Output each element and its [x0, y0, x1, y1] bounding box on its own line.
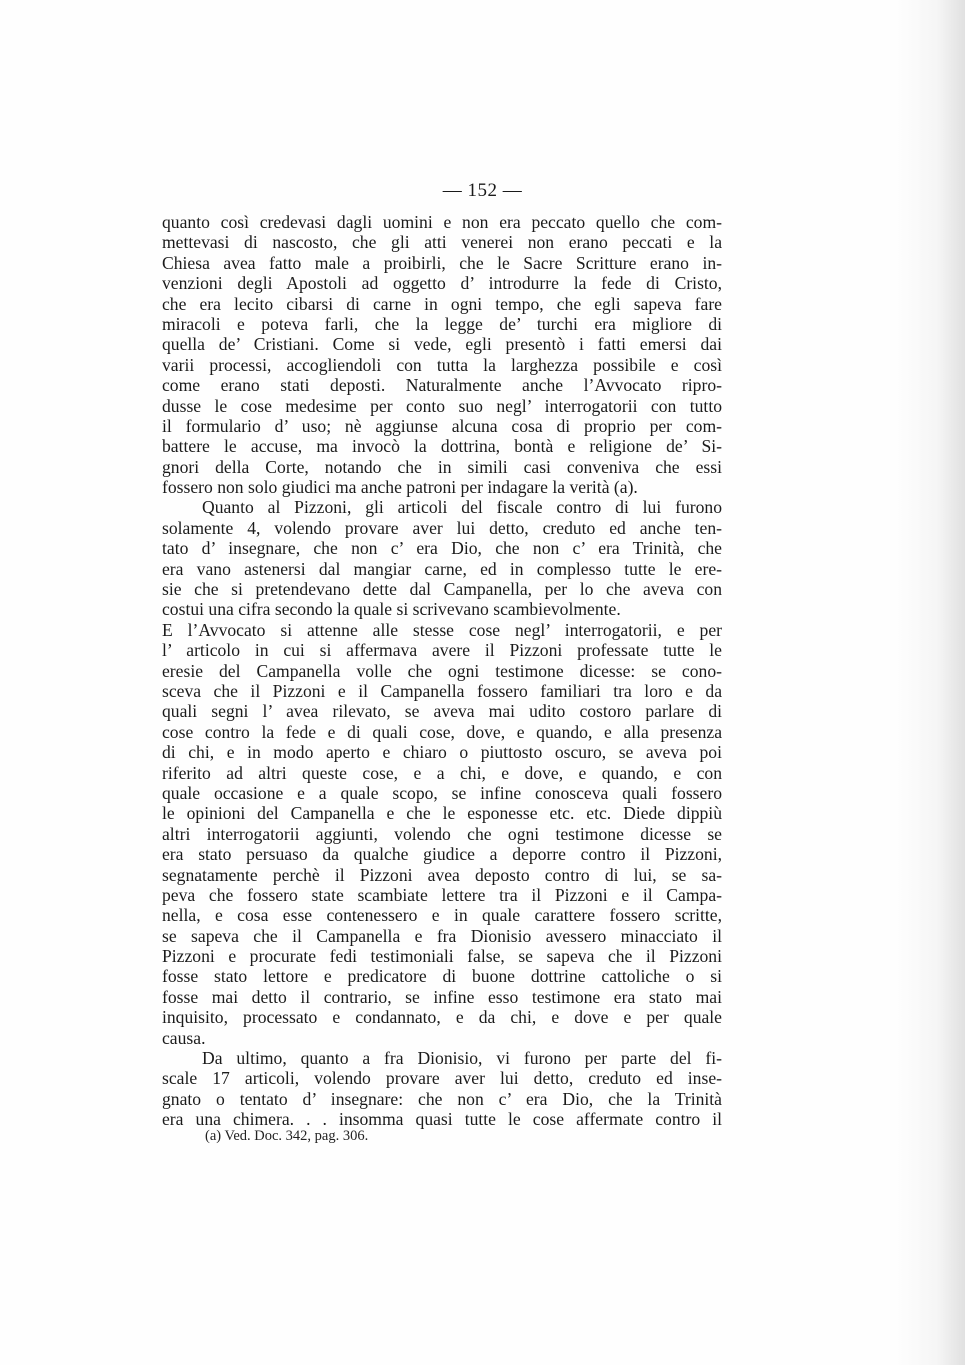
page-edge-shadow: [895, 0, 965, 1365]
text-line: scale 17 articoli, volendo provare aver lui detto, creduto ed inse-: [162, 1068, 722, 1089]
text-line: dusse le cose medesime per conto suo negl’ interrogatorii con tutto: [162, 395, 722, 416]
text-line: varii processi, accogliendoli con tutta la larghezza possibile e così: [162, 354, 722, 375]
text-line: Da ultimo, quanto a fra Dionisio, vi furono per parte del fi-: [202, 1048, 722, 1069]
text-line: sceva che il Pizzoni e il Campanella fossero familiari tra loro e da: [162, 680, 722, 701]
text-line: che era lecito cibarsi di carne in ogni tempo, che egli sapeva fare: [162, 293, 722, 314]
text-line: miracoli e poteva farli, che la legge de’ turchi era migliore di: [162, 313, 722, 334]
text-line: tato d’ insegnare, che non c’ era Dio, che non c’ era Trinità, che: [162, 538, 722, 559]
text-line: quanto così credevasi dagli uomini e non era peccato quello che com-: [162, 212, 722, 232]
text-line: era stato persuaso da qualche giudice a deporre contro il Pizzoni,: [162, 844, 722, 865]
text-line: cose contro la fede e di quali cose, dove, e quando, e alla presenza: [162, 721, 722, 742]
text-line: il formulario d’ uso; nè aggiunse alcuna cosa di proprio per com-: [162, 415, 722, 436]
text-line: causa.: [162, 1027, 206, 1048]
text-line: gnori della Corte, notando che in simili casi conveniva che essi: [162, 456, 722, 477]
text-line: l’ articolo in cui si affermava avere il Pizzoni professate tutte le: [162, 640, 722, 661]
text-line: riferito ad altri queste cose, e a chi, e dove, e quando, e con: [162, 762, 722, 783]
page-number-header: — 152 —: [442, 180, 523, 201]
text-line: battere le accuse, ma invocò la dottrina, bontà e religione de’ Si-: [162, 436, 722, 457]
text-line: gnato o tentato d’ insegnare: che non c’ era Dio, che la Trinità: [162, 1088, 722, 1109]
text-line: quale occasione e a quale scopo, se infine conosceva quali fossero: [162, 782, 722, 803]
text-line: sie che si pretendevano dette dal Campanella, per lo che aveva con: [162, 579, 722, 600]
text-line: venzioni degli Apostoli ad oggetto d’ introdurre la fede di Cristo,: [162, 273, 722, 294]
text-line: altri interrogatorii aggiunti, volendo che ogni testimone dicesse se: [162, 823, 722, 844]
text-line: era vano astenersi dal mangiar carne, ed in complesso tutte le ere-: [162, 558, 722, 579]
text-line: se sapeva che il Campanella e fra Dionisio avessero minacciato il: [162, 925, 722, 946]
text-line: mettevasi di nascosto, che gli atti venerei non erano peccati e la: [162, 232, 722, 253]
text-line: E l’Avvocato si attenne alle stesse cose negl’ interrogatorii, e per: [162, 619, 722, 640]
text-line: costui una cifra secondo la quale si scrivevano scambievolmente.: [162, 599, 621, 620]
text-line: eresie del Campanella volle che ogni testimone dicesse: se cono-: [162, 660, 722, 681]
text-line: Quanto al Pizzoni, gli articoli del fiscale contro di lui furono: [202, 497, 722, 518]
text-line: era una chimera. . . insomma quasi tutte le cose affermate contro il: [162, 1109, 722, 1130]
text-line: fosse stato lettore e predicatore di buone dottrine cattoliche o si: [162, 966, 722, 987]
text-line: come erano stati deposti. Naturalmente anche l’Avvocato ripro-: [162, 375, 722, 396]
footnote: (a) Ved. Doc. 342, pag. 306.: [205, 1128, 369, 1144]
text-line: inquisito, processato e condannato, e da chi, e dove e per quale: [162, 1007, 722, 1028]
text-line: fosse mai detto il contrario, se infine esso testimone era stato mai: [162, 986, 722, 1007]
text-line: quella de’ Cristiani. Come si vede, egli presentò i fatti emersi dai: [162, 334, 722, 355]
text-line: segnatamente perchè il Pizzoni avea deposto contro di lui, se sa-: [162, 864, 722, 885]
body-text: [162, 212, 722, 1130]
text-line: Chiesa avea fatto male a proibirli, che le Sacre Scritture erano in-: [162, 252, 722, 273]
text-line: peva che fossero state scambiate lettere tra il Pizzoni e il Campa-: [162, 884, 722, 905]
text-line: le opinioni del Campanella e che le esponesse etc. etc. Diede dippiù: [162, 803, 722, 824]
text-line: fossero non solo giudici ma anche patroni per indagare la verità (a).: [162, 477, 638, 498]
text-line: Pizzoni e procurate fedi testimoniali false, se sapeva che il Pizzoni: [162, 946, 722, 967]
text-line: solamente 4, volendo provare aver lui detto, creduto ed anche ten-: [162, 517, 722, 538]
text-line: nella, e cosa esse contenessero e in quale carattere fossero scritte,: [162, 905, 722, 926]
text-line: quali segni l’ avea rilevato, se aveva mai udito costoro parlare di: [162, 701, 722, 722]
text-line: di chi, e in modo aperto e chiaro o piuttosto oscuro, se aveva poi: [162, 742, 722, 763]
